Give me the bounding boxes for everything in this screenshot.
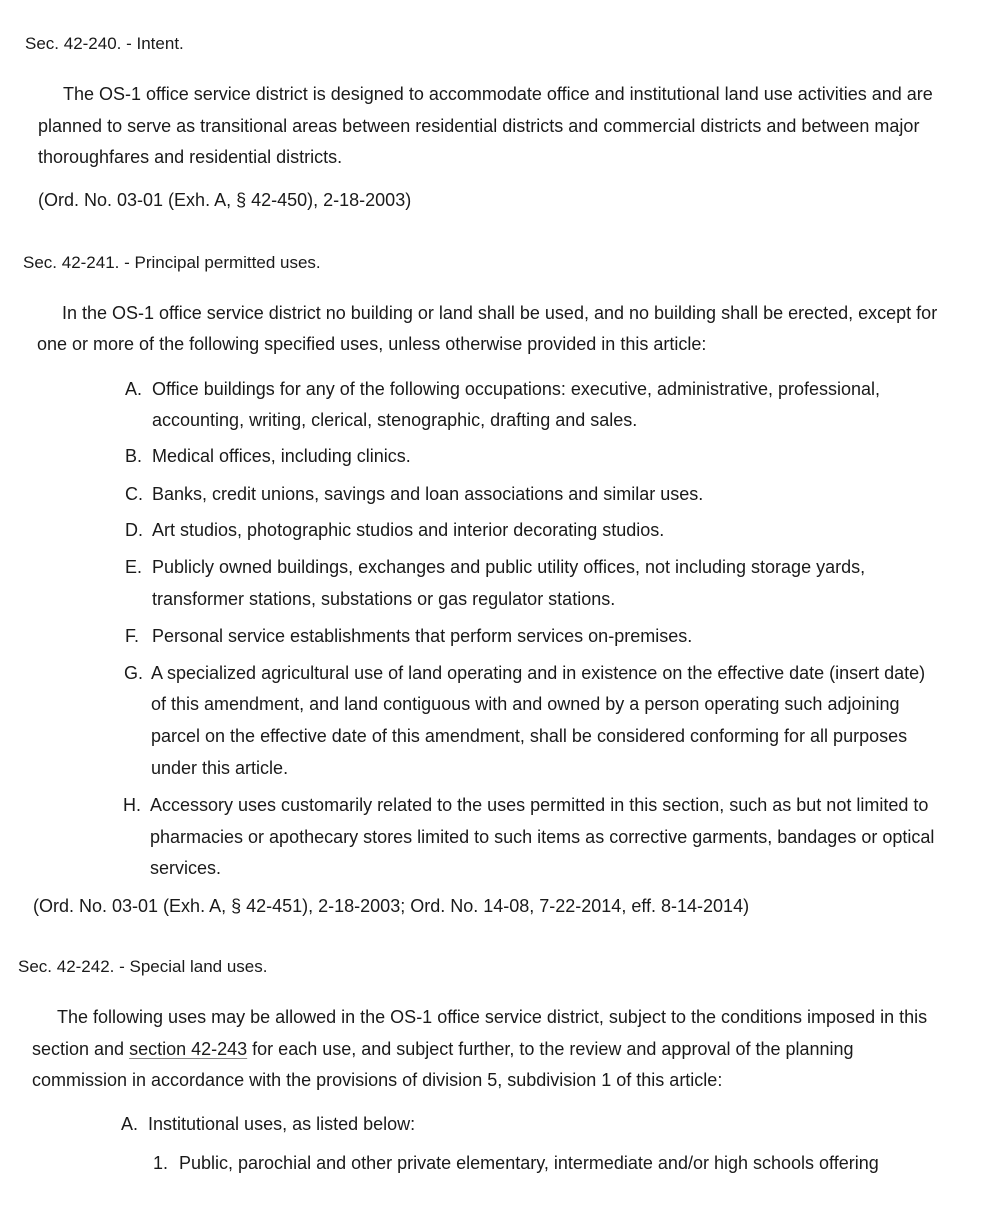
paragraph-line: In the OS-1 office service district no building or land shall be used, and no building shall be erected, except for (62, 303, 938, 323)
list-marker: H. (123, 795, 141, 815)
paragraph-line: thoroughfares and residential districts. (38, 147, 343, 167)
paragraph-line: The OS-1 office service district is designed to accommodate office and institutional land use activities and are (63, 84, 933, 104)
list-item-line: Art studios, photographic studios and interior decorating studios. (152, 520, 665, 540)
list-item-line: pharmacies or apothecary stores limited to such items as corrective garments, bandages or optical (150, 827, 935, 847)
list-item-line: transformer stations, substations or gas regulator stations. (152, 589, 616, 609)
section-heading: Sec. 42-241. - Principal permitted uses. (23, 253, 321, 272)
history-note: (Ord. No. 03-01 (Exh. A, § 42-451), 2-18-2003; Ord. No. 14-08, 7-22-2014, eff. 8-14-2014) (33, 896, 750, 916)
paragraph-line (32, 1039, 854, 1060)
list-marker: F. (125, 626, 140, 646)
paragraph-line: commission in accordance with the provisions of division 5, subdivision 1 of this article: (32, 1070, 723, 1090)
list-item-line: Medical offices, including clinics. (152, 446, 411, 466)
paragraph-text: section and (32, 1039, 130, 1059)
paragraph-line: The following uses may be allowed in the OS-1 office service district, subject to the conditions imposed in this (57, 1007, 928, 1027)
list-item-line: services. (150, 858, 222, 878)
section-42-243-link[interactable]: section 42-243 (129, 1039, 248, 1059)
section-heading: Sec. 42-240. - Intent. (25, 34, 184, 53)
list-item-line: A specialized agricultural use of land operating and in existence on the effective date (insert date) (151, 663, 926, 683)
list-item-line: of this amendment, and land contiguous with and owned by a person operating such adjoining (151, 694, 900, 714)
paragraph-line: one or more of the following specified uses, unless otherwise provided in this article: (37, 334, 707, 354)
paragraph-line: planned to serve as transitional areas between residential districts and commercial districts and between major (38, 116, 920, 136)
list-item-line: parcel on the effective date of this amendment, shall be considered conforming for all purposes (151, 726, 908, 746)
sublist-marker: 1. (153, 1153, 169, 1173)
section-heading: Sec. 42-242. - Special land uses. (18, 957, 268, 976)
list-marker: A. (121, 1114, 139, 1134)
list-item-line: Institutional uses, as listed below: (148, 1114, 416, 1134)
list-marker: A. (125, 379, 143, 399)
list-marker: G. (124, 663, 144, 683)
history-note: (Ord. No. 03-01 (Exh. A, § 42-450), 2-18-2003) (38, 190, 412, 210)
list-item-line: Banks, credit unions, savings and loan associations and similar uses. (152, 484, 704, 504)
list-marker: D. (125, 520, 143, 540)
list-marker: B. (125, 446, 143, 466)
list-item-line: under this article. (151, 758, 289, 778)
list-item-line: Accessory uses customarily related to the uses permitted in this section, such as but not limited to (150, 795, 929, 815)
list-marker: E. (125, 557, 143, 577)
sublist-item-line: Public, parochial and other private elementary, intermediate and/or high schools offering (179, 1153, 879, 1173)
list-item-line: Personal service establishments that perform services on-premises. (152, 626, 693, 646)
list-item-line: accounting, writing, clerical, stenographic, drafting and sales. (152, 410, 638, 430)
paragraph-text: for each use, and subject further, to the review and approval of the planning (247, 1039, 854, 1059)
list-item-line: Publicly owned buildings, exchanges and public utility offices, not including storage yards, (152, 557, 866, 577)
list-item-line: Office buildings for any of the following occupations: executive, administrative, professional, (152, 379, 881, 399)
list-marker: C. (125, 484, 143, 504)
